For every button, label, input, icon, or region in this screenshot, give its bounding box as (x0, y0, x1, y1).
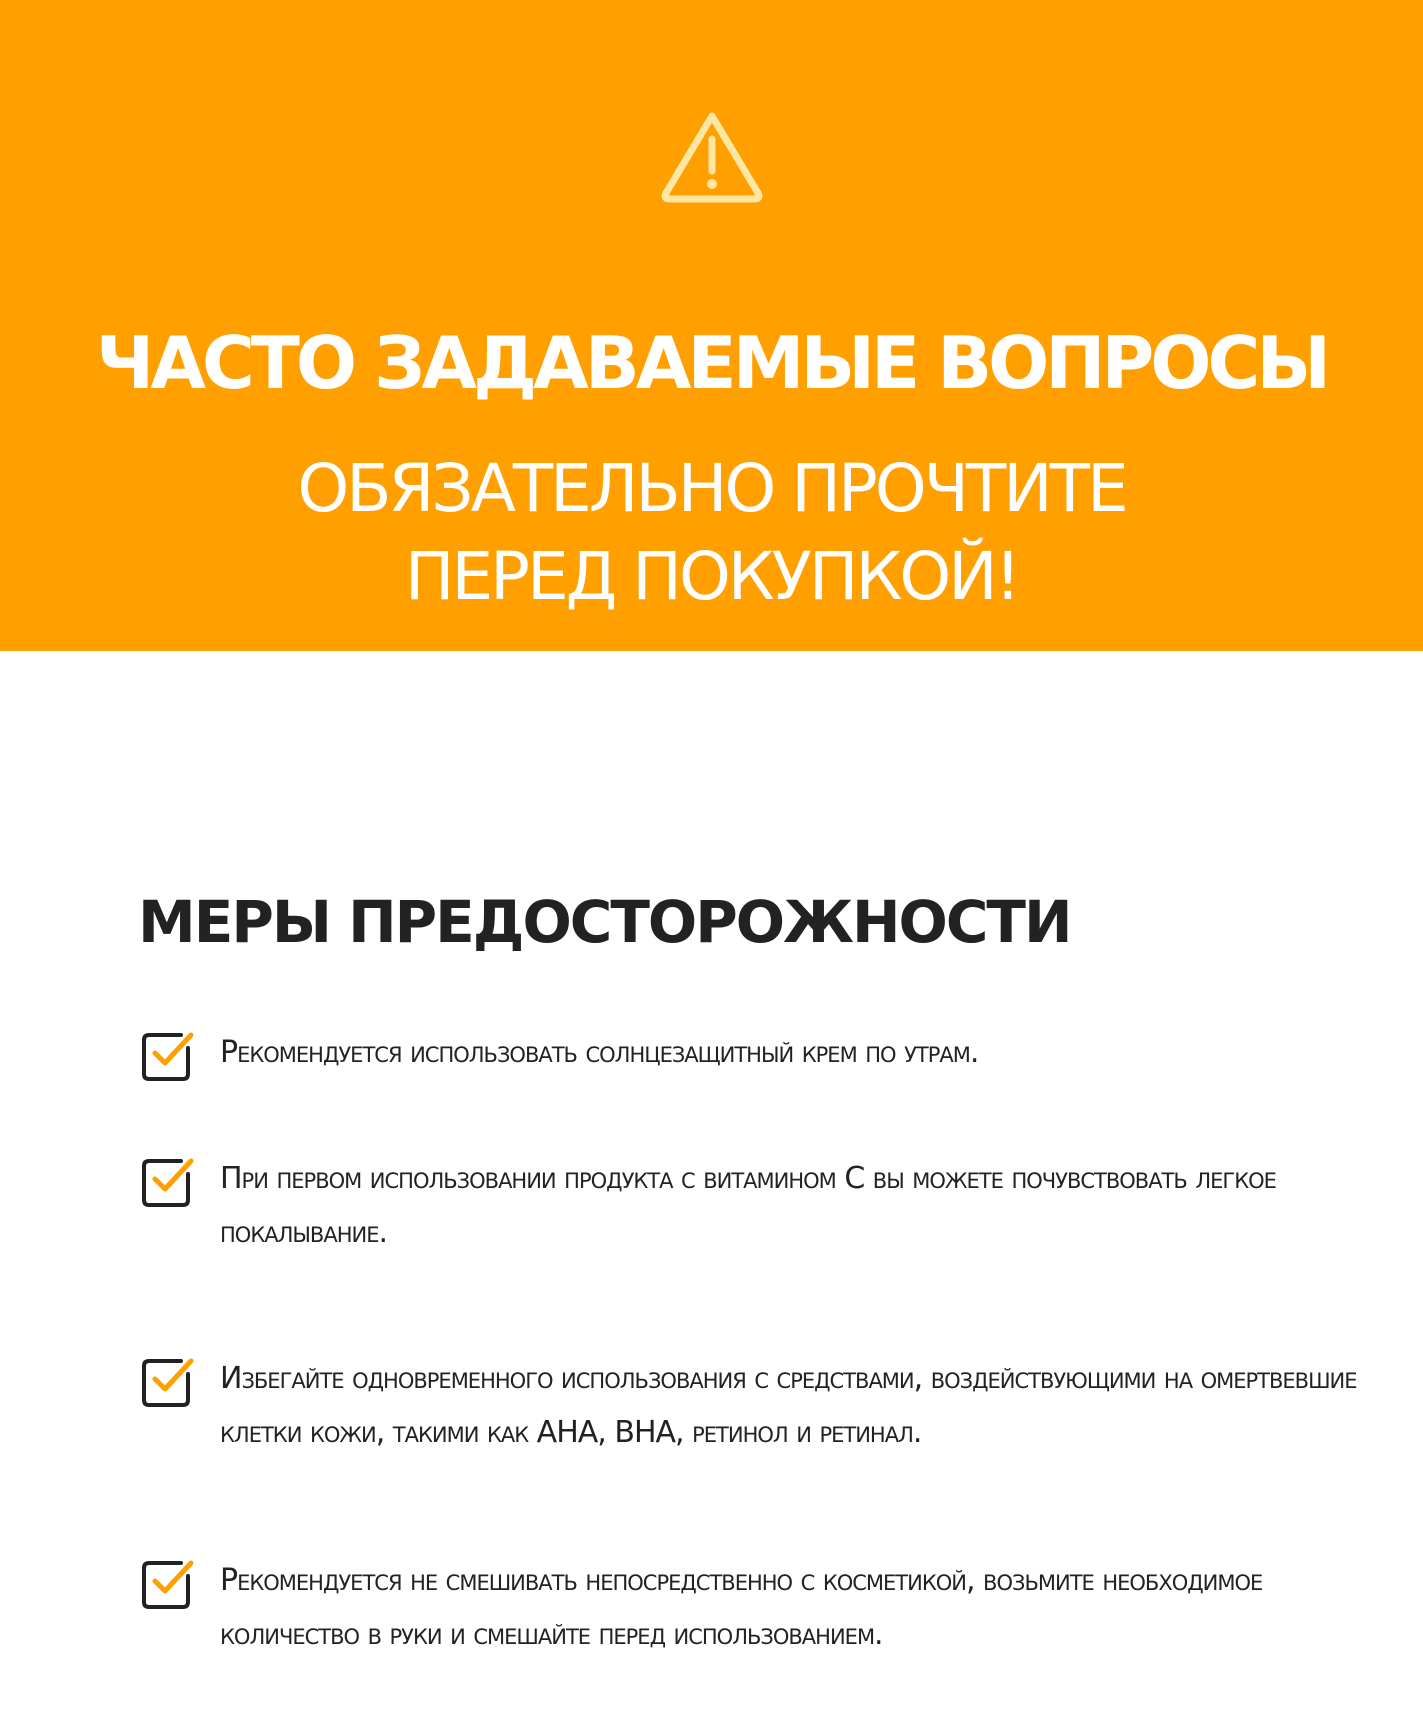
faq-hero-banner (0, 0, 1423, 651)
subtitle-line-2: ПЕРЕД ПОКУПКОЙ! (404, 538, 1019, 615)
precaution-text: Избегайте одновременного использования с средствами, воздействующими на омертвевшие клетки кожи, такими как AHA, BHA, ретинол и ретинал. (220, 1361, 1357, 1450)
checkbox-check-icon (141, 1028, 195, 1082)
precaution-text: Рекомендуется использовать солнцезащитный крем по утрам. (220, 1035, 979, 1070)
precaution-text: Рекомендуется не смешивать непосредственно с косметикой, возьмите необходимое количество в руки и смешайте перед использованием. (220, 1563, 1263, 1652)
checkbox-check-icon (141, 1556, 195, 1610)
checkbox-check-icon (141, 1154, 195, 1208)
warning-triangle-icon (657, 108, 767, 206)
precautions-title: МЕРЫ ПРЕДОСТОРОЖНОСТИ (138, 888, 1071, 957)
read-before-purchase-subtitle (0, 445, 1423, 621)
faq-title: ЧАСТО ЗАДАВАЕМЫЕ ВОПРОСЫ (96, 321, 1327, 406)
checkbox-check-icon (141, 1354, 195, 1408)
subtitle-line-1: ОБЯЗАТЕЛЬНО ПРОЧТИТЕ (297, 450, 1126, 527)
precaution-text: При первом использовании продукта с витамином C вы можете почувствовать легкое покалывание. (220, 1161, 1276, 1250)
